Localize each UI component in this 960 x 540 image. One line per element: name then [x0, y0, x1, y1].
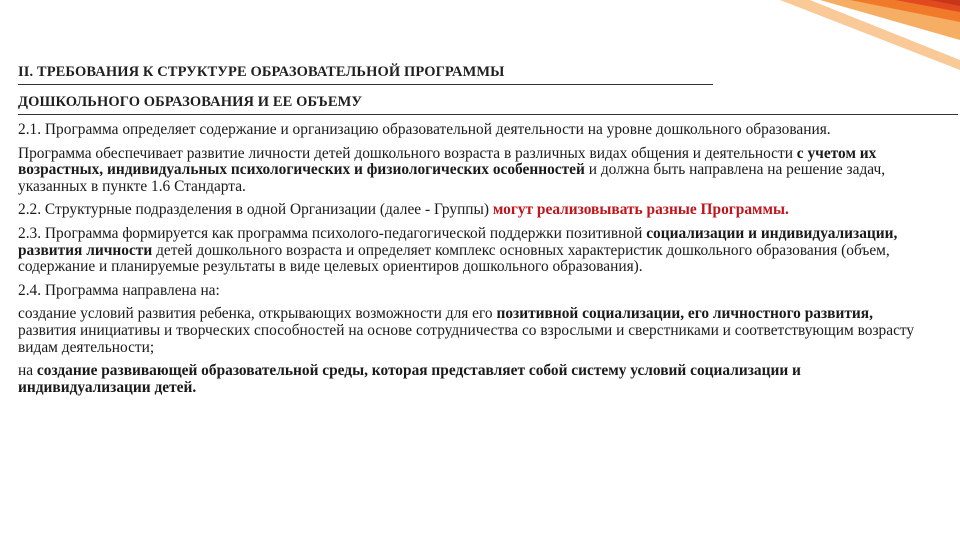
text: на — [18, 362, 37, 380]
highlight-red-text: могут реализовывать разные Программы. — [492, 201, 789, 219]
bold-text: создание развивающей образовательной среды, которая представляет собой систему условий социализации и индивидуализации детей. — [18, 362, 801, 396]
text: и должна быть направлена на решение задач, указанных в пункте 1.6 Стандарта. — [18, 161, 886, 195]
page-title-line-2: ДОШКОЛЬНОГО ОБРАЗОВАНИЯ И ЕЕ ОБЪЕМУ — [18, 94, 363, 110]
paragraph-2-1 — [18, 122, 930, 139]
text: 2.2. Структурные подразделения в одной Организации (далее - Группы) — [18, 201, 493, 219]
text: создание условий развития ребенка, открывающих возможности для его — [18, 305, 497, 323]
bold-text: с учетом их возрастных, индивидуальных психологических и физиологических особенностей — [18, 144, 877, 179]
text: 2.1. Программа определяет содержание и организацию образовательной деятельности на уровне дошкольного образования. — [18, 121, 831, 138]
bold-text: позитивной социализации, его личностного развития, — [496, 305, 873, 323]
text: развития инициативы и творческих способностей на основе сотрудничества со взрослыми и сверстниками и соответствующим возрасту видам деятельности; — [18, 321, 915, 356]
text: детей дошкольного возраста и определяет комплекс основных характеристик дошкольного образования (объем, содержание и планируемые результаты в виде целевых ориентиров дошкольного образования). — [18, 241, 890, 276]
paragraph-conditions — [18, 306, 930, 356]
main-content — [18, 122, 930, 403]
text: Программа обеспечивает развитие личности детей дошкольного возраста в различных видах общения и деятельности — [18, 144, 797, 162]
decorative-corner-stripes — [700, 0, 960, 70]
text: 2.3. Программа формируется как программа психолого-педагогической поддержки позитивной — [18, 224, 647, 242]
page-title-line-1: II. ТРЕБОВАНИЯ К СТРУКТУРЕ ОБРАЗОВАТЕЛЬНОЙ ПРОГРАММЫ — [18, 64, 505, 80]
paragraph-2-3 — [18, 226, 930, 276]
paragraph-2-2 — [18, 202, 930, 219]
title-underline-2 — [18, 114, 958, 115]
bold-text: социализации и индивидуализации, развития личности — [18, 224, 898, 259]
paragraph-environment — [18, 363, 930, 396]
title-underline-1 — [18, 84, 713, 85]
text: 2.4. Программа направлена на: — [18, 281, 220, 299]
paragraph-2-4 — [18, 283, 930, 300]
paragraph-development — [18, 146, 930, 196]
